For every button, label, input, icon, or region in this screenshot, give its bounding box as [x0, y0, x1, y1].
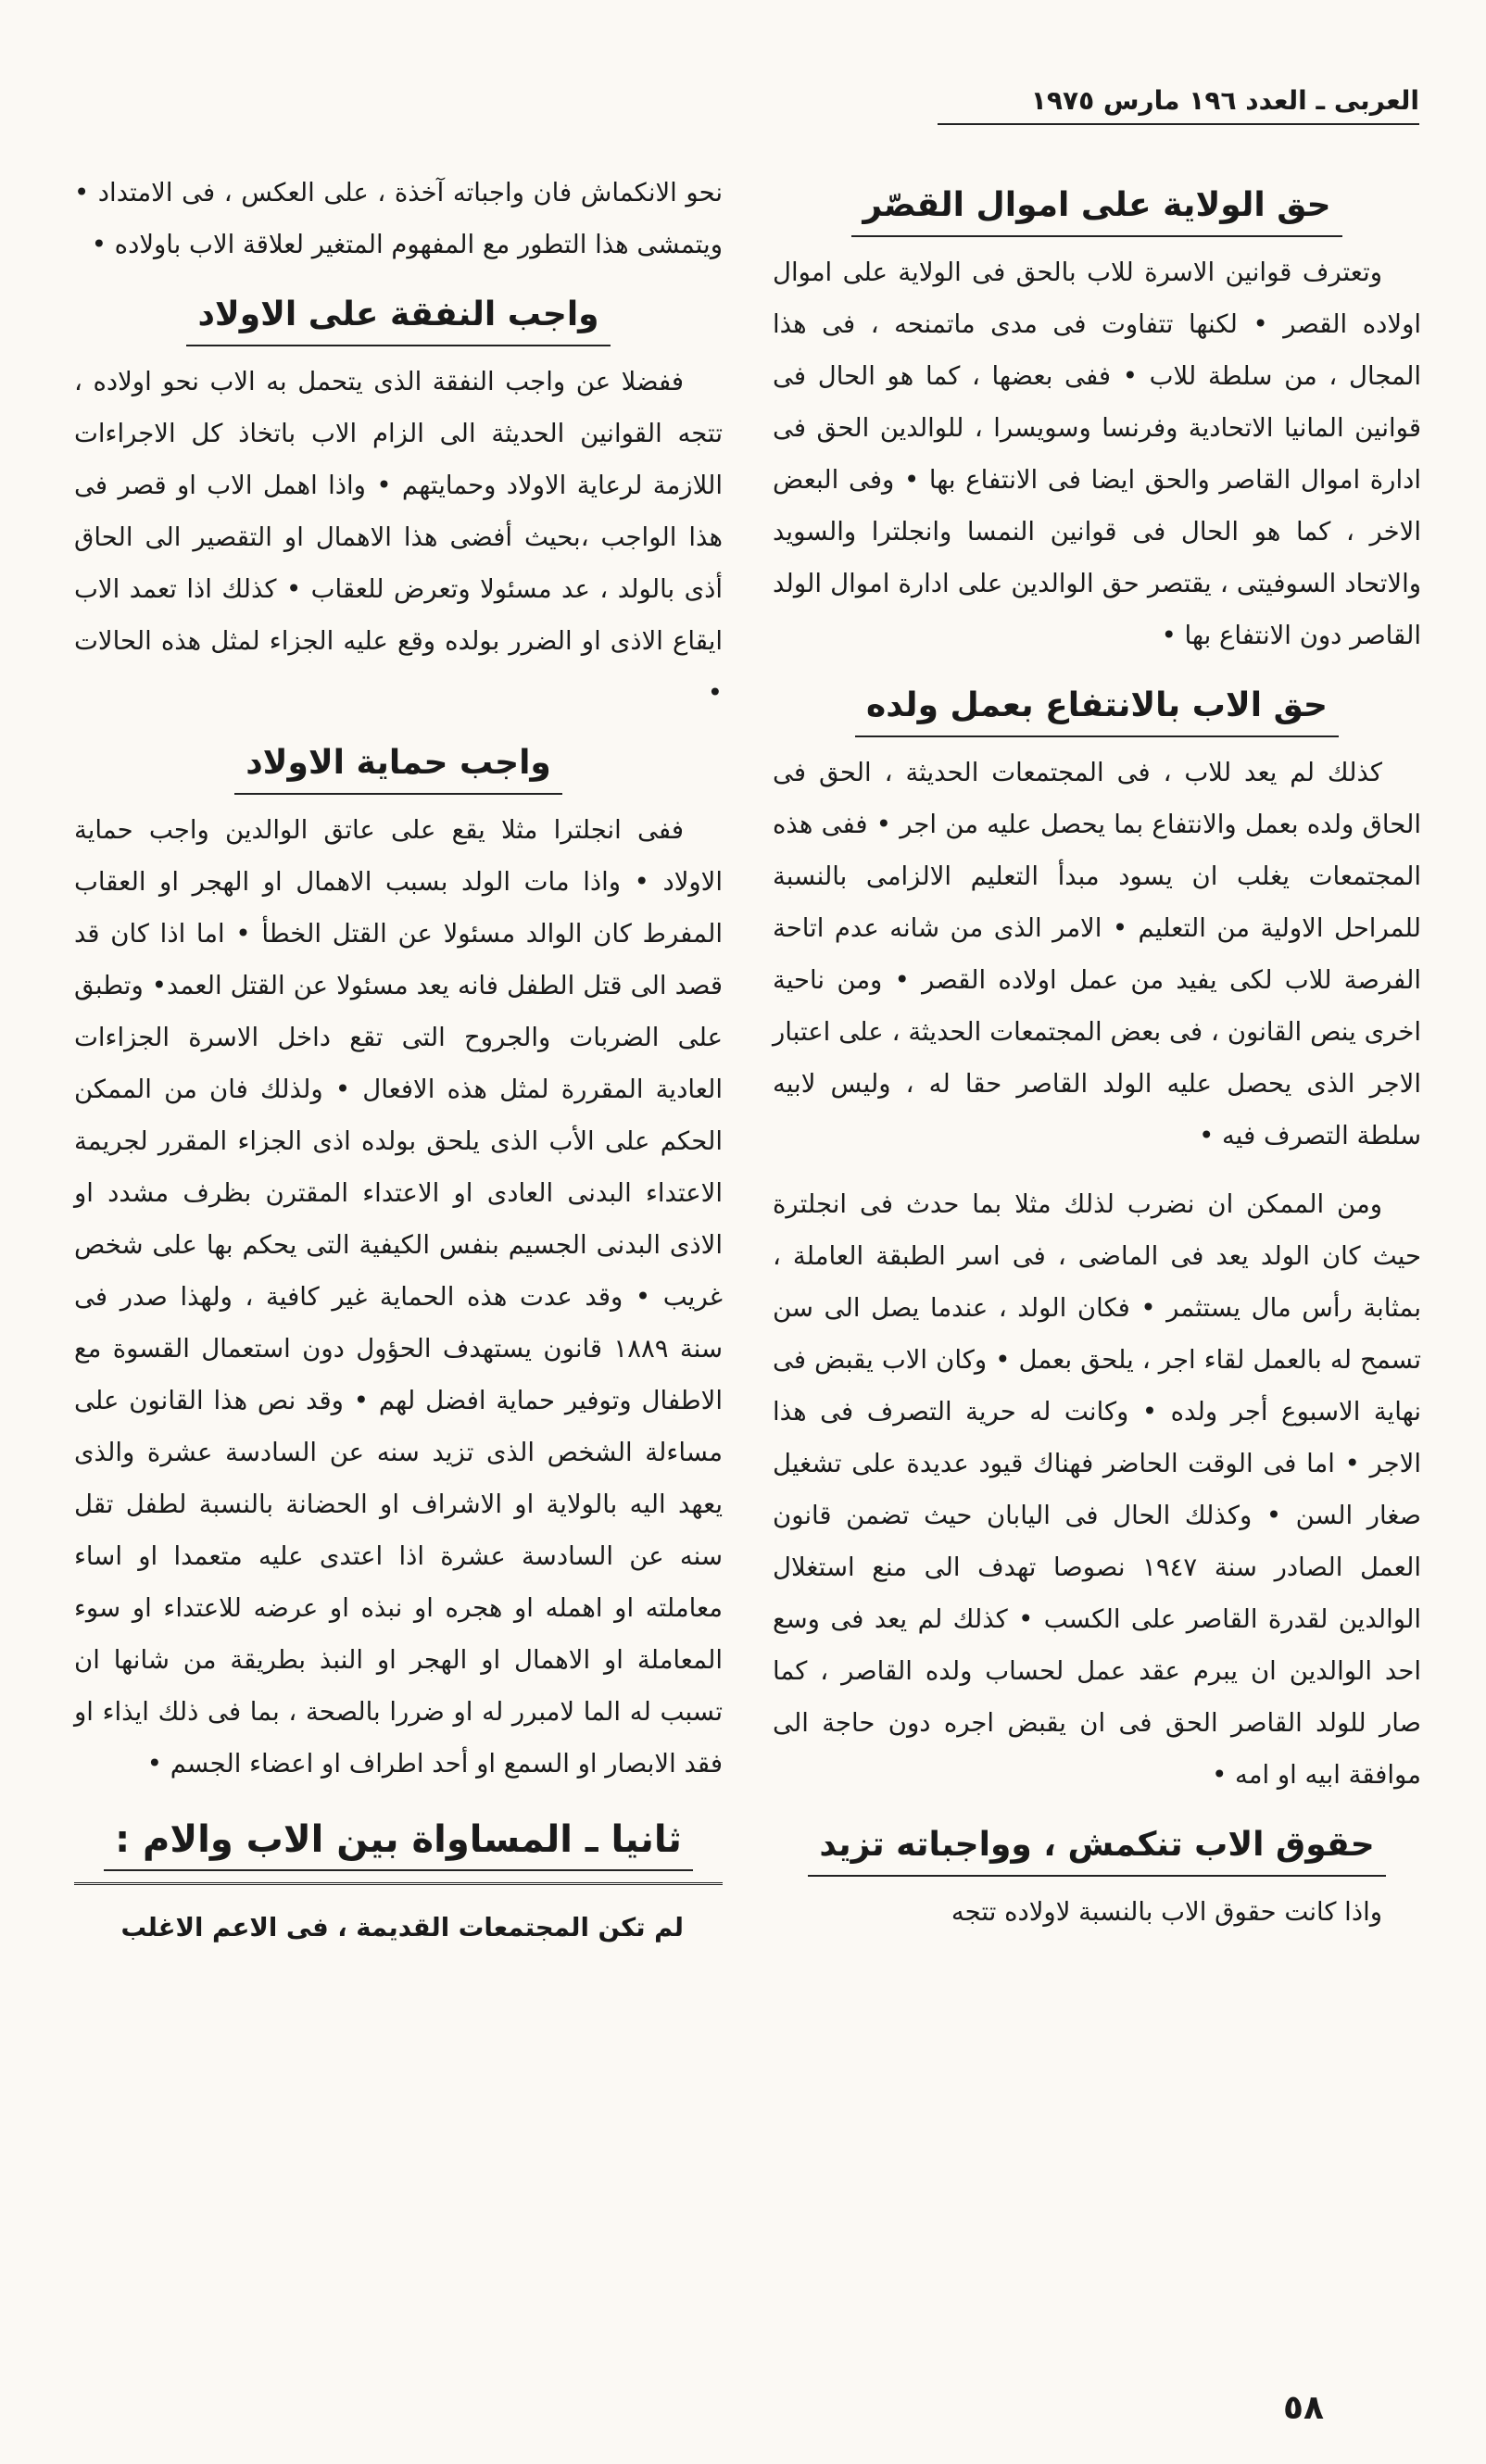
left-column	[74, 167, 723, 1970]
section-title	[773, 678, 1421, 737]
section-title	[74, 287, 723, 346]
page-number: ٥٨	[1283, 2389, 1324, 2427]
paragraph: واذا كانت حقوق الاب بالنسبة لاولاده تتجه	[951, 1897, 1382, 1927]
section-title-text: واجب حماية الاولاد	[234, 735, 562, 795]
paragraph: لم تكن المجتمعات القديمة ، فى الاعم الاغلب	[120, 1913, 684, 1942]
section-title-text: حقوق الاب تنكمش ، وواجباته تزيد	[808, 1817, 1385, 1877]
divider	[74, 1882, 723, 1885]
paragraph: وتعترف قوانين الاسرة للاب بالحق فى الولاية على اموال اولاده القصر • لكنها تتفاوت فى مدى ماتمنحه ، فى هذا المجال ، من سلطة للاب • ففى بعضها ، كما هو الحال فى قوانين المانيا الاتحادية وفرنسا وسويسرا ، للوالدين الحق فى ادارة اموال القاصر والحق ايضا فى الانتفاع بها • وفى البعض الاخر ، كما هو الحال فى قوانين النمسا وانجلترا والسويد والاتحاد السوفيتى ، يقتصر حق الوالدين على ادارة اموال الولد القاصر دون الانتفاع بها •	[773, 258, 1421, 650]
section-title-text: واجب النفقة على الاولاد	[186, 287, 610, 346]
section-title-text: حق الولاية على اموال القصّر	[851, 178, 1341, 237]
section-title	[74, 735, 723, 795]
section-title-text: حق الاب بالانتفاع بعمل ولده	[855, 678, 1339, 737]
section-title	[773, 1817, 1421, 1877]
paragraph: نحو الانكماش فان واجباته آخذة ، على العكس ، فى الامتداد • ويتمشى هذا التطور مع المفهوم المتغير لعلاقة الاب باولاده •	[74, 178, 723, 259]
paragraph: ومن الممكن ان نضرب لذلك مثلا بما حدث فى انجلترة حيث كان الولد يعد فى الماضى ، فى اسر الطبقة العاملة ، بمثابة رأس مال يستثمر • فكان الولد ، عندما يصل الى سن تسمح له بالعمل لقاء اجر ، يلحق بعمل • وكان الاب يقبض فى نهاية الاسبوع أجر ولده • وكانت له حرية التصرف فى هذا الاجر • اما فى الوقت الحاضر فهناك قيود عديدة على تشغيل صغار السن • وكذلك الحال فى اليابان حيث تضمن قانون العمل الصادر سنة ١٩٤٧ نصوصا تهدف الى منع استغلال الوالدين لقدرة القاصر على الكسب • كذلك لم يعد فى وسع احد الوالدين ان يبرم عقد عمل لحساب ولده القاصر ، كما صار للولد القاصر الحق فى ان يقبض اجره دون حاجة الى موافقة ابيه او امه •	[773, 1189, 1421, 1790]
section-title-text: ثانيا ـ المساواة بين الاب والام :	[104, 1812, 693, 1871]
right-column	[773, 167, 1421, 1955]
section-title	[773, 178, 1421, 237]
page-header: العربى ـ العدد ١٩٦ مارس ١٩٧٥	[938, 85, 1419, 125]
section-title	[74, 1812, 723, 1871]
paragraph: ففى انجلترا مثلا يقع على عاتق الوالدين واجب حماية الاولاد • واذا مات الولد بسبب الاهمال او الهجر او العقاب المفرط كان الوالد مسئولا عن القتل الخطأ • اما اذا كان قد قصد الى قتل الطفل فانه يعد مسئولا عن القتل العمد• وتطبق على الضربات والجروح التى تقع داخل الاسرة الجزاءات العادية المقررة لمثل هذه الافعال • ولذلك فان من الممكن الحكم على الأب الذى يلحق بولده اذى الجزاء المقرر لجريمة الاعتداء البدنى العادى او الاعتداء المقترن بظرف مشدد او الاذى البدنى الجسيم بنفس الكيفية التى يحكم بها على شخص غريب • وقد عدت هذه الحماية غير كافية ، ولهذا صدر فى سنة ١٨٨٩ قانون يستهدف الحؤول دون استعمال القسوة مع الاطفال وتوفير حماية افضل لهم • وقد نص هذا القانون على مساءلة الشخص الذى تزيد سنه عن السادسة عشرة والذى يعهد اليه بالولاية او الاشراف او الحضانة بالنسبة لطفل تقل سنه عن السادسة عشرة اذا اعتدى عليه متعمدا او اساء معاملته او اهمله او هجره او نبذه او عرضه للاعتداء او سوء المعاملة او الاهمال او الهجر او النبذ بطريقة من شانها ان تسبب له الما لامبرر له او ضررا بالصحة ، بما فى ذلك ايذاء او فقد الابصار او السمع او أحد اطراف او اعضاء الجسم •	[74, 815, 724, 1779]
paragraph: ففضلا عن واجب النفقة الذى يتحمل به الاب نحو اولاده ، تتجه القوانين الحديثة الى الزام الاب باتخاذ كل الاجراءات اللازمة لرعاية الاولاد وحمايتهم • واذا اهمل الاب او قصر فى هذا الواجب ،بحيث أفضى هذا الاهمال او التقصير الى الحاق أذى بالولد ، عد مسئولا وتعرض للعقاب • كذلك اذا تعمد الاب ايقاع الاذى او الضرر بولده وقع عليه الجزاء لمثل هذه الحالات •	[74, 367, 723, 708]
paragraph: كذلك لم يعد للاب ، فى المجتمعات الحديثة ، الحق فى الحاق ولده بعمل والانتفاع بما يحصل عليه من اجر • ففى هذه المجتمعات يغلب ان يسود مبدأ التعليم الالزامى بالنسبة للمراحل الاولية من التعليم • الامر الذى من شانه عدم اتاحة الفرصة للاب لكى يفيد من عمل اولاده القصر • ومن ناحية اخرى ينص القانون ، فى بعض المجتمعات الحديثة ، على اعتبار الاجر الذى يحصل عليه الولد القاصر حقا له ، وليس لابيه سلطة التصرف فيه •	[773, 758, 1421, 1150]
